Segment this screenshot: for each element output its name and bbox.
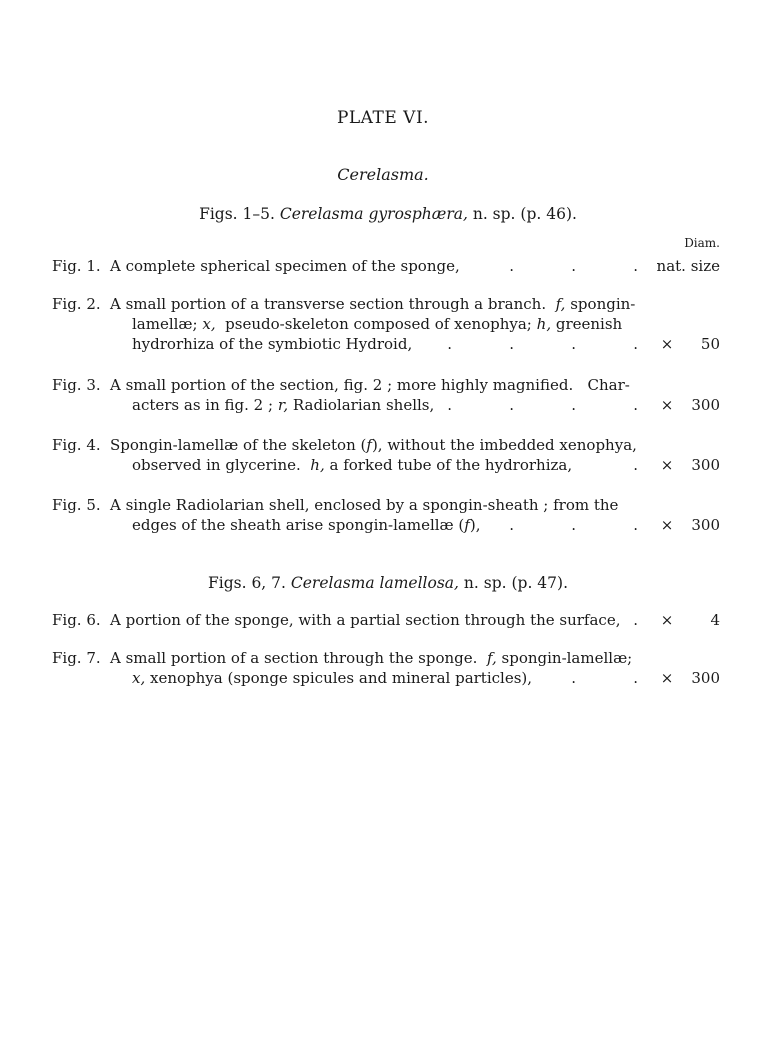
figure-label: Fig. 3.: [52, 376, 101, 394]
figure-caption: A portion of the sponge, with a partial section through the surface,: [110, 611, 621, 629]
multiplication-sign: ×: [660, 396, 674, 414]
figure-caption-line-1: A small portion of a transverse section through a branch. f, spongin-: [110, 295, 636, 313]
figure-caption-line-1: A single Radiolarian shell, enclosed by a spongin-sheath ; from the: [110, 496, 619, 514]
figure-caption-line-2: x, xenophya (sponge spicules and mineral particles),: [132, 669, 533, 687]
plate-title: PLATE VI.: [336, 108, 430, 128]
group-heading-2-species: Cerelasma lamellosa,: [290, 574, 459, 592]
figure-label: Fig. 5.: [52, 496, 101, 514]
group-heading-1-suffix: n. sp. (p. 46).: [472, 205, 577, 223]
figure-label: Fig. 2.: [52, 295, 101, 313]
figure-caption-line-1: A small portion of the section, fig. 2 ; more highly magnified. Char-: [110, 376, 630, 394]
leader-dots: . . . .: [447, 396, 638, 414]
leader-dots: .: [633, 456, 638, 474]
multiplication-sign: ×: [660, 456, 674, 474]
group-heading-2: [0, 574, 776, 592]
magnification: 300: [691, 516, 720, 534]
figure-entry-3: [52, 375, 720, 415]
figure-entry-2: [52, 294, 720, 354]
figure-caption-line-1: Spongin-lamellæ of the skeleton (f), without the imbedded xenophya,: [110, 436, 637, 454]
figure-label: Fig. 1.: [52, 257, 101, 275]
leader-dots: . . .: [509, 516, 638, 534]
magnification: 300: [691, 456, 720, 474]
group-heading-2-prefix: Figs. 6, 7.: [208, 574, 286, 592]
multiplication-sign: ×: [660, 516, 674, 534]
magnification: nat. size: [656, 257, 720, 275]
multiplication-sign: ×: [660, 335, 674, 353]
figure-label: Fig. 6.: [52, 611, 101, 629]
group-heading-1-prefix: Figs. 1–5.: [199, 205, 275, 223]
group-heading-1: [0, 205, 776, 223]
magnification: 4: [710, 611, 720, 629]
leader-dots: . . .: [509, 257, 638, 275]
figure-caption-line-2: edges of the sheath arise spongin-lamellæ (f),: [132, 516, 481, 534]
group-heading-1-species: Cerelasma gyrosphæra,: [279, 205, 468, 223]
genus-heading: Cerelasma.: [337, 165, 429, 184]
multiplication-sign: ×: [660, 669, 674, 687]
figure-entry-4: [52, 435, 720, 475]
figure-caption-line-2: acters as in fig. 2 ; r, Radiolarian shells,: [132, 396, 435, 414]
figure-caption-line-2: lamellæ; x, pseudo-skeleton composed of xenophya; h, greenish: [132, 315, 623, 333]
diam-column-header: Diam.: [684, 236, 720, 250]
leader-dots: . . . .: [447, 335, 638, 353]
group-heading-2-suffix: n. sp. (p. 47).: [463, 574, 568, 592]
figure-entry-6: [52, 610, 720, 630]
multiplication-sign: ×: [660, 611, 674, 629]
leader-dots: . .: [571, 669, 638, 687]
figure-caption-line-2: observed in glycerine. h, a forked tube of the hydrorhiza,: [132, 456, 573, 474]
figure-entry-7: [52, 648, 720, 688]
figure-label: Fig. 7.: [52, 649, 101, 667]
figure-caption-line-3: hydrorhiza of the symbiotic Hydroid,: [132, 335, 413, 353]
figure-caption: A complete spherical specimen of the sponge,: [110, 257, 460, 275]
leader-dots: .: [633, 611, 638, 629]
magnification: 50: [700, 335, 720, 353]
figure-entry-1: [52, 256, 720, 276]
magnification: 300: [691, 396, 720, 414]
magnification: 300: [691, 669, 720, 687]
figure-entry-5: [52, 495, 720, 535]
figure-label: Fig. 4.: [52, 436, 101, 454]
figure-caption-line-1: A small portion of a section through the sponge. f, spongin-lamellæ;: [110, 649, 633, 667]
